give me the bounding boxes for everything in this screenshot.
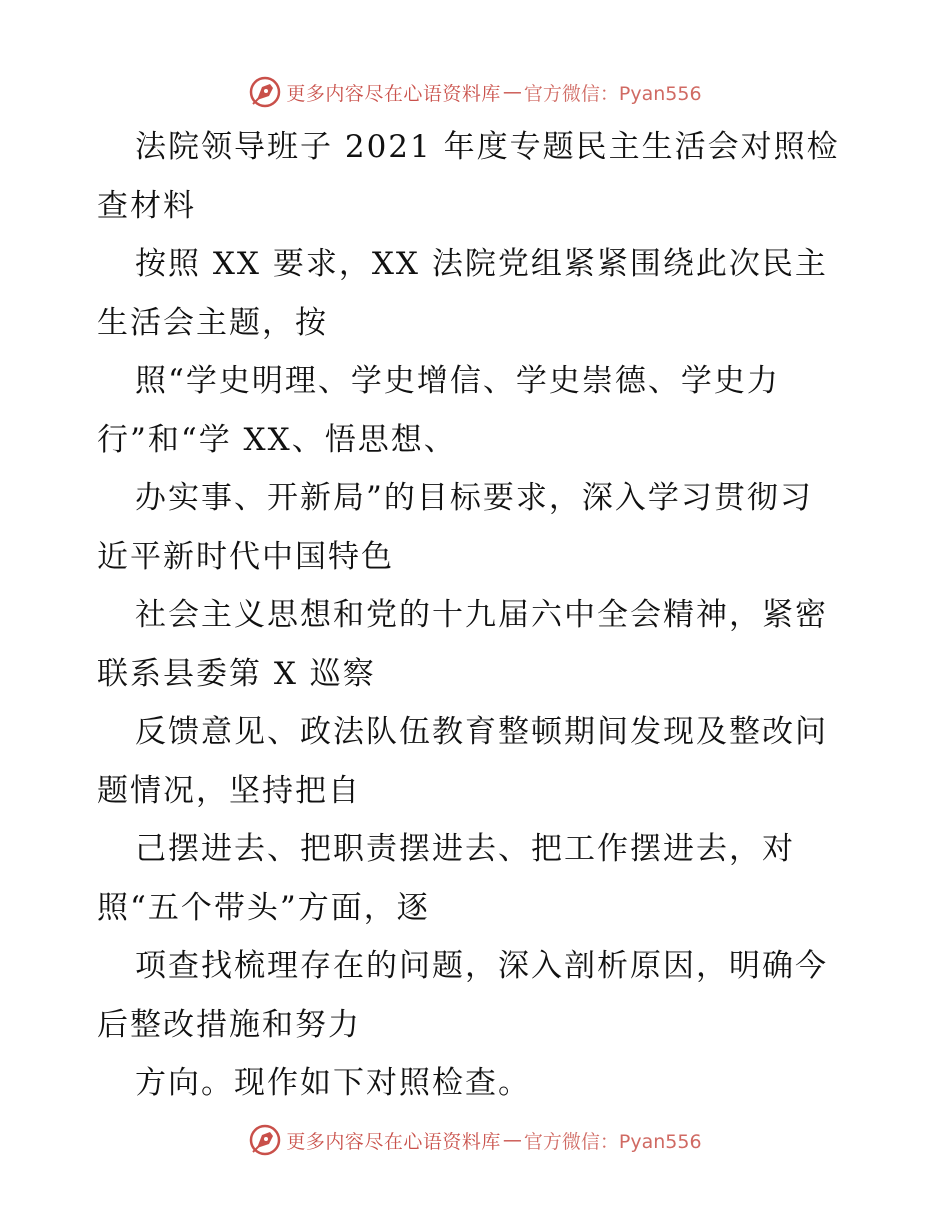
- pen-nib-circle-icon: [248, 1123, 282, 1157]
- pen-nib-circle-icon: [248, 75, 282, 109]
- text-line: 方向。现作如下对照检查。: [135, 1065, 531, 1101]
- text-line: 近平新时代中国特色: [97, 538, 394, 575]
- text-line: 项查找梳理存在的问题，深入剖析原因，明确今: [135, 948, 828, 984]
- text-line: 照“学史明理、学史增信、学史崇德、学史力: [135, 363, 780, 399]
- watermark-official-text: 官方微信：Pyan556: [523, 1130, 702, 1153]
- text-line: 题情况，坚持把自: [97, 772, 361, 809]
- text-line: 按照 XX 要求，XX 法院党组紧紧围绕此次民主: [135, 246, 828, 282]
- text-line: 社会主义思想和党的十九届六中全会精神，紧密: [135, 597, 828, 633]
- watermark-official-text: 官方微信：Pyan556: [523, 82, 702, 105]
- text-line: 照“五个带头”方面，逐: [97, 889, 430, 926]
- text-line: 查材料: [97, 187, 196, 224]
- text-line: 办实事、开新局”的目标要求，深入学习贯彻习: [135, 480, 813, 516]
- text-line: 联系县委第 X 巡察: [97, 655, 376, 692]
- text-line: 反馈意见、政法队伍教育整顿期间发现及整改问: [135, 714, 828, 750]
- watermark-brand-text: 更多内容尽在心语资料库: [286, 82, 501, 105]
- text-line: 后整改措施和努力: [97, 1006, 361, 1043]
- watermark-separator: —: [502, 1129, 522, 1151]
- watermark-separator: —: [502, 81, 522, 103]
- text-line: 行”和“学 XX、悟思想、: [97, 421, 457, 458]
- footer-watermark: [0, 1120, 950, 1160]
- document-body: [97, 118, 857, 1113]
- header-watermark: [0, 72, 950, 112]
- text-line: 法院领导班子 2021 年度专题民主生活会对照检: [135, 129, 840, 165]
- text-line: 生活会主题，按: [97, 304, 328, 341]
- watermark-brand-text: 更多内容尽在心语资料库: [286, 1130, 501, 1153]
- text-line: 己摆进去、把职责摆进去、把工作摆进去，对: [135, 831, 795, 867]
